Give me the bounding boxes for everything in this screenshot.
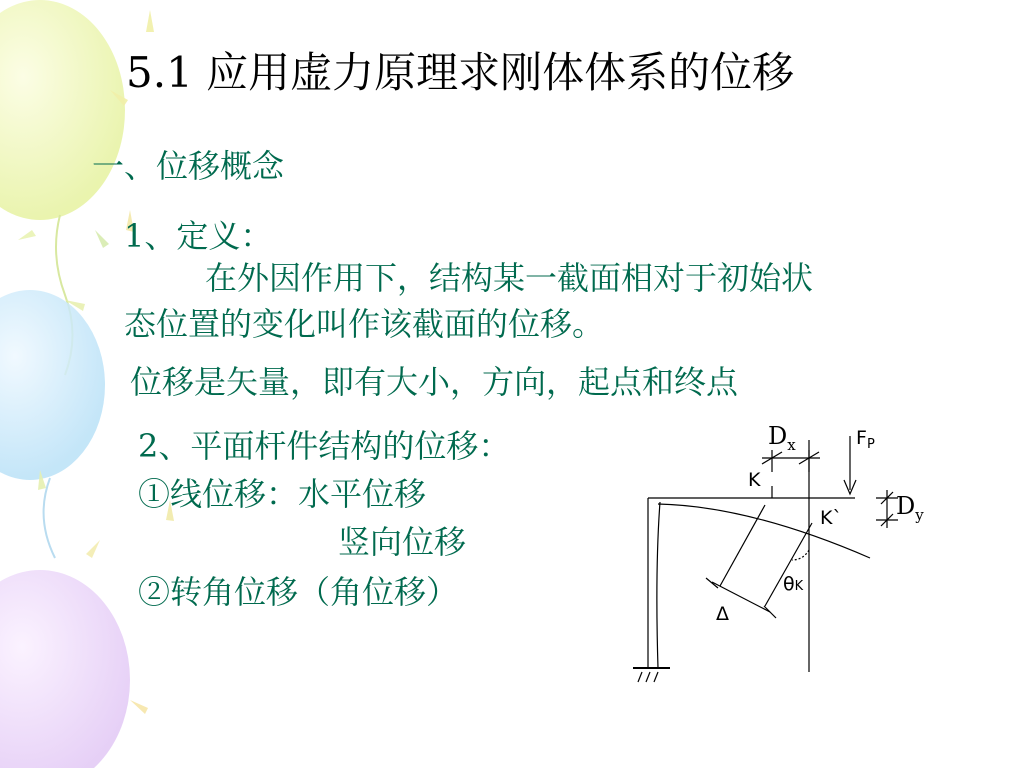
definition-label: 1、定义： xyxy=(124,217,273,255)
delta-label: Δ xyxy=(716,603,729,625)
frame-displacement-diagram xyxy=(600,410,940,690)
dx-label: $D_x$ xyxy=(768,422,796,454)
purple-balloon xyxy=(0,570,130,768)
theta-k-label: θK xyxy=(783,573,804,595)
linear-displacement-item: ①线位移：水平位移 xyxy=(138,475,427,513)
vector-note: 位移是矢量，即有大小，方向，起点和终点 xyxy=(130,363,739,401)
section-heading-2: 2、平面杆件结构的位移： xyxy=(138,427,511,465)
deformed-column xyxy=(657,502,660,668)
section-heading-1: 一、位移概念 xyxy=(92,147,285,185)
dy-label: $D_y$ xyxy=(896,492,924,524)
yellow-balloon xyxy=(0,0,125,220)
k-label: K xyxy=(748,469,761,491)
vertical-displacement-item: 竖向位移 xyxy=(338,523,467,561)
rotation-displacement-item: ②转角位移（角位移） xyxy=(138,573,459,611)
definition-line-2: 态位置的变化叫作该截面的位移。 xyxy=(124,305,605,343)
original-section xyxy=(720,505,765,586)
definition-line-1: 在外因作用下，结构某一截面相对于初始状 xyxy=(205,259,814,297)
k-prime-label: K` xyxy=(820,507,842,529)
slide-title: 5.1 应用虚力原理求刚体体系的位移 xyxy=(126,48,795,97)
fp-label: $F_P$ xyxy=(856,427,875,452)
blue-balloon xyxy=(0,290,105,480)
